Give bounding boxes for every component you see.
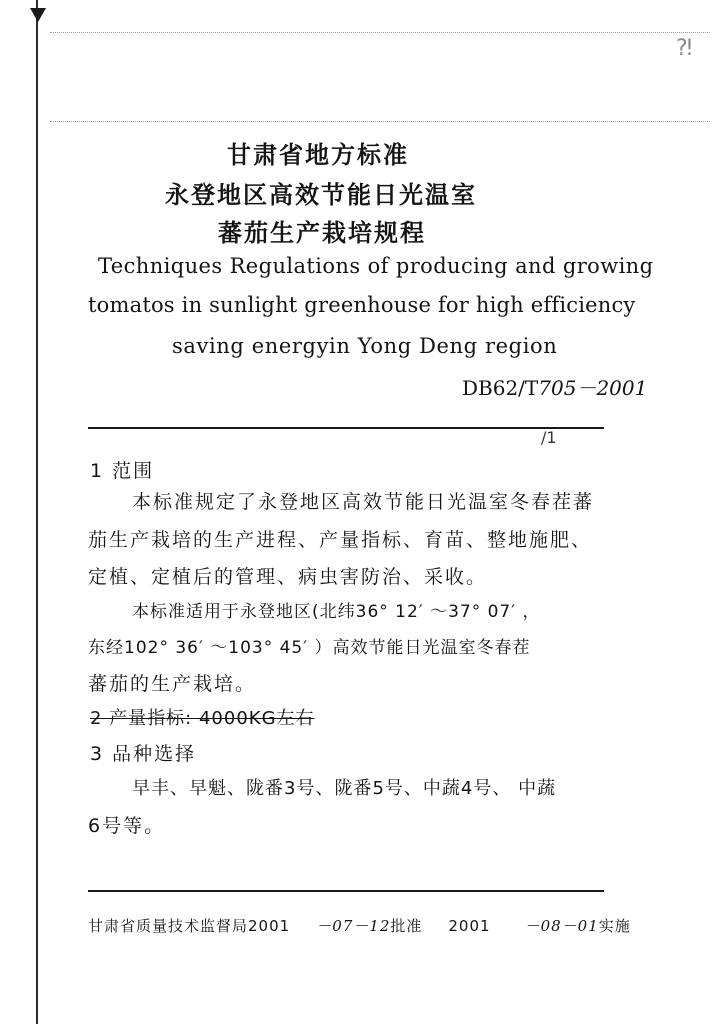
- section-1-para-1-line-3: 定植、定植后的管理、病虫害防治、采收。: [88, 566, 488, 588]
- section-3-para-line-2: 6号等。: [88, 815, 166, 837]
- footer-impl-date-handwritten: －08－01: [524, 917, 599, 935]
- footer-impl-label: 实施: [598, 917, 631, 935]
- section-1-heading: 1 范围: [90, 460, 155, 482]
- section-1-para-2-line-2: 东经102° 36′ ～103° 45′ ）高效节能日光温室冬春茬: [88, 638, 531, 658]
- section-3-heading: 3 品种选择: [90, 743, 197, 765]
- footer-approved-date-handwritten: －07－12: [316, 917, 391, 935]
- section-1-para-2-line-3: 蕃茄的生产栽培。: [88, 673, 257, 695]
- section-2-heading: 2 产量指标: 4000KG左右: [90, 708, 315, 729]
- section-1-para-2-line-1: 本标准适用于永登地区(北纬36° 12′ ～37° 07′ ，: [132, 602, 541, 622]
- title-en-line1: Techniques Regulations of producing and growing: [98, 254, 654, 278]
- footer-impl-year: 2001: [448, 917, 491, 935]
- binding-edge: [36, 0, 38, 1024]
- title-en-line3: saving energyin Yong Deng region: [172, 334, 558, 358]
- title-cn-line3: 蕃茄生产栽培规程: [218, 219, 426, 247]
- header-rule: [88, 427, 604, 429]
- document-number-printed: DB62/T: [462, 376, 539, 400]
- title-en-line2: tomatos in sunlight greenhouse for high efficiency: [88, 293, 636, 317]
- section-1-para-1-line-1: 本标准规定了永登地区高效节能日光温室冬春茬蕃: [132, 491, 595, 513]
- scan-smudge: ⁈: [676, 36, 693, 61]
- title-cn-line1: 甘肃省地方标准: [227, 141, 409, 169]
- document-number: [462, 372, 647, 401]
- page-mark: /1: [541, 428, 557, 447]
- section-1-para-1-line-2: 茄生产栽培的生产进程、产量指标、育苗、整地施肥、: [88, 529, 593, 551]
- footer-rule: [88, 890, 604, 892]
- footer-issuer: 甘肃省质量技术监督局2001: [88, 917, 291, 935]
- scan-dotted-line: [50, 32, 710, 33]
- document-number-handwritten: 705－2001: [538, 376, 648, 400]
- scan-dotted-line: [50, 121, 710, 122]
- footer-line: [88, 915, 631, 936]
- title-cn-line2: 永登地区高效节能日光温室: [165, 181, 477, 209]
- footer-approved-label: 批准: [390, 917, 423, 935]
- section-3-para-line-1: 早丰、早魁、陇番3号、陇番5号、中蔬4号、 中蔬: [132, 778, 557, 799]
- binding-triangle-mark: [30, 8, 46, 22]
